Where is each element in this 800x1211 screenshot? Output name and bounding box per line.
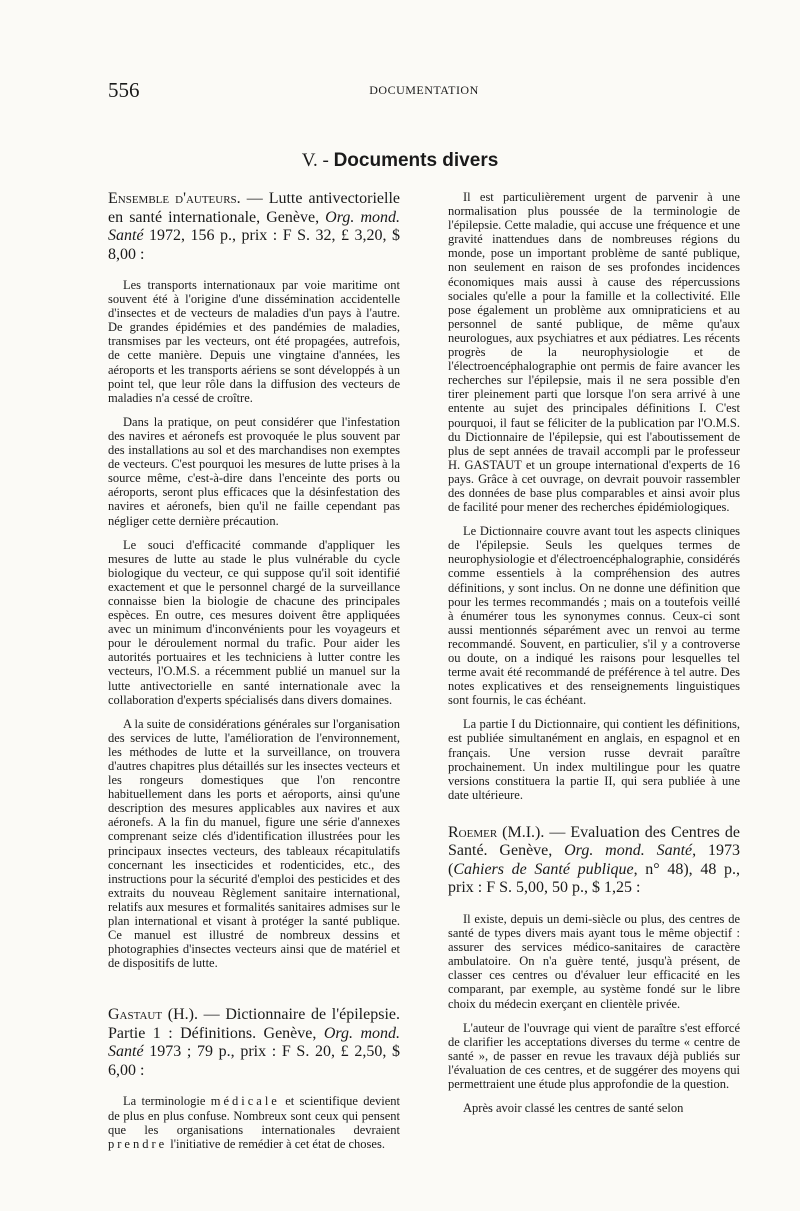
running-head: DOCUMENTATION [369, 83, 479, 97]
body-paragraph: Dans la pratique, on peut considérer que l'infestation des navires et aéronefs est provoquée le plus souvent par des installations au sol et des marchandises non exemptes de vecteurs. C'est pourquoi les mesures de lutte prises à la source même, c'est-à-dire dans l'enceinte des ports ou aéroports, seront plus efficaces que la désinfestation des navires et aéronefs, bien qu'il ne faille cependant pas négliger cette dernière précaution. [108, 414, 400, 528]
body-paragraph: A la suite de considérations générales sur l'organisation des services de lutte, l'amélioration de l'environnement, les méthodes de lutte et la surveillance, on trouvera d'autres chapitres plus détaillés sur les insectes vecteurs et les rongeurs domestiques que l'on rencontre habituellement dans les ports et aéroports, ainsi qu'une description des mesures applicables aux navires et aux aéronefs. A la fin du manuel, figure une série d'annexes comprenant seize clés d'identification illustrées pour les principaux insectes vecteurs, des tableaux récapitulatifs concernant les insecticides et rodenticides, etc., des instructions pour la sécurité d'emploi des pesticides et des extraits du nouveau Règlement sanitaire international, relatifs aux mesures et formalités sanitaires admises sur le plan international et visant à protéger la santé publique. Ce manuel est illustré de nombreux dessins et photographies d'insectes vecteurs ainsi que de matériel et de dispositifs de lutte. [108, 716, 400, 971]
right-column [448, 190, 740, 1125]
journal-name: Org. mond. Santé [108, 1024, 400, 1061]
body-paragraph: Après avoir classé les centres de santé selon [463, 1101, 684, 1116]
reference-entry: Roemer (M.I.). — Evaluation des Centres de Santé. Genève, Org. mond. Santé, 1973 (Cahiers de Santé publique, n° 48), 48 p., prix : F S. 5,00, 50 p., $ 1,25 : [448, 823, 740, 897]
reference-author: Gastaut (H.). [108, 1006, 198, 1024]
body-paragraph: Il est particulièrement urgent de parvenir à une normalisation plus poussée de la terminologie de l'épilepsie. Cette maladie, qui accuse une fréquence et une gravité inattendues dans de nombreuses régions du monde, pose un important problème de santé publique, non seulement en raison de ses profondes incidences économiques mais aussi à cause des répercussions sociales qu'elle a pour la famille et la collectivité. Elle pose également un problème aux omnipraticiens et au personnel de santé publique, de même qu'aux neurologues, aux psychiatres et aux pédiatres. Les récents progrès de la neurophysiologie et de l'électroencéphalographie ont permis de faire avancer les recherches sur l'épilepsie, mais il ne sera possible d'en tirer pleinement parti que lorsque l'on sera arrivé à une entente au sujet des principales définitions I. C'est pourquoi, il faut se féliciter de la publication par l'O.M.S. du Dictionnaire de l'épilepsie, qui est l'aboutissement de plus de sept années de travail accompli par le professeur H. GASTAUT et un groupe international d'experts de 16 pays. Grâce à cet ouvrage, on devrait pouvoir rassembler des données de base plus comparables et ainsi avoir plus de facilité pour mener des recherches épidémiologiques. [448, 190, 740, 515]
body-paragraph: Le souci d'efficacité commande d'appliquer les mesures de lutte au stade le plus vulnérable du cycle biologique du vecteur, ce qui suppose qu'il soit identifié exactement et que le personnel chargé de la surveillance connaisse bien la biologie de chacune des principales espèces. En outre, ces mesures doivent être appliquées avec un minimum d'inconvénients pour les voyageurs et pour le déroulement normal du trafic. Pour aider les autorités portuaires et les techniciens à lutter contre les vecteurs, l'O.M.S. a récemment publié un manuel sur la lutte antivectorielle en santé internationale avec la collaboration d'experts spécialisés dans divers domaines. [108, 537, 400, 707]
reference-entry: Gastaut (H.). — Dictionnaire de l'épilepsie. Partie 1 : Définitions. Genève, Org. mond. Santé 1973 ; 79 p., prix : F S. 20, £ 2,50, $ 6,00 : [108, 1006, 400, 1079]
journal-name: Org. mond. Santé [564, 842, 693, 860]
body-paragraph: L'auteur de l'ouvrage qui vient de paraître s'est efforcé de clarifier les acceptations diverses du terme « centre de santé », de passer en revue les travaux déjà publiés sur l'évaluation de ces centres, et de suggérer des moyens qui permettraient une étude plus approfondie de la question. [448, 1020, 740, 1091]
journal-name: Org. mond. Santé [108, 208, 401, 244]
reference-entry: Ensemble d'auteurs. — Lutte antivectorielle en santé internationale, Genève, Org. mond. Santé 1972, 156 p., prix : F S. 32, £ 3,20, $ 8,00 : [108, 190, 401, 263]
section-heading: Documents divers [333, 150, 499, 171]
page-header [108, 78, 740, 102]
body-paragraph: Les transports internationaux par voie maritime ont souvent été à l'origine d'une dissémination accidentelle d'insectes et de vecteurs de maladies d'un pays à l'autre. De grandes épidémies et des pandémies de maladies, transmises par les vecteurs, ont été propagées, autrefois, de cette manière. Depuis une vingtaine d'années, les aéroports et les transports aériens se sont développés à un point tel, que leur rôle dans la diffusion des vecteurs de maladies n'a cessé de croître. [108, 278, 400, 405]
page-number: 556 [108, 78, 140, 102]
body-paragraph: Il existe, depuis un demi-siècle ou plus, des centres de santé de types divers mais ayant tous le même objectif : assurer des services médico-sanitaires de caractère ambulatoire. On n'a guère tenté, jusqu'à présent, de classer ces centres ou d'évaluer leur efficacité en les comparant, par exemple, au système fondé sur le libre choix du médecin exerçant en clientèle privée. [448, 911, 740, 1011]
section-number: V. - [301, 150, 329, 171]
body-paragraph: La terminologie médicale et scientifique devient de plus en plus confuse. Nombreux sont ceux qui pensent que les organisations internationales devraient prendre l'initiative de remédier à cet état de choses. [108, 1094, 400, 1151]
series-name: Cahiers de Santé publique [453, 860, 634, 878]
left-column [108, 190, 400, 1161]
reference-author: Ensemble d'auteurs. [108, 190, 241, 207]
reference-author: Roemer (M.I.). [448, 823, 545, 841]
section-title [0, 150, 800, 172]
body-paragraph: La partie I du Dictionnaire, qui contient les définitions, est publiée simultanément en anglais, en espagnol et en français. Une version russe devrait paraître prochainement. Un index multilingue pour les quatre versions constituera la partie II, qui sera publiée à une date ultérieure. [448, 717, 740, 802]
body-paragraph: Le Dictionnaire couvre avant tout les aspects cliniques de l'épilepsie. Seuls les quelques termes de neurophysiologie et d'électroencéphalographie, considérés comme essentiels à la compréhension des autres définitions, y sont inclus. On ne donne une définition que pour les termes recommandés ; mais on a toutefois veillé à énumérer tous les synonymes connus. Ceux-ci sont aussi mentionnés séparément avec un renvoi au terme recommandé. Souvent, en particulier, s'il y a controverse ou doute, on a indiqué les raisons pour lesquelles tel terme avait été recommandé de préférence à tel autre. Des notes explicatives et des renseignements linguistiques sont fournis, le cas échéant. [448, 524, 740, 708]
